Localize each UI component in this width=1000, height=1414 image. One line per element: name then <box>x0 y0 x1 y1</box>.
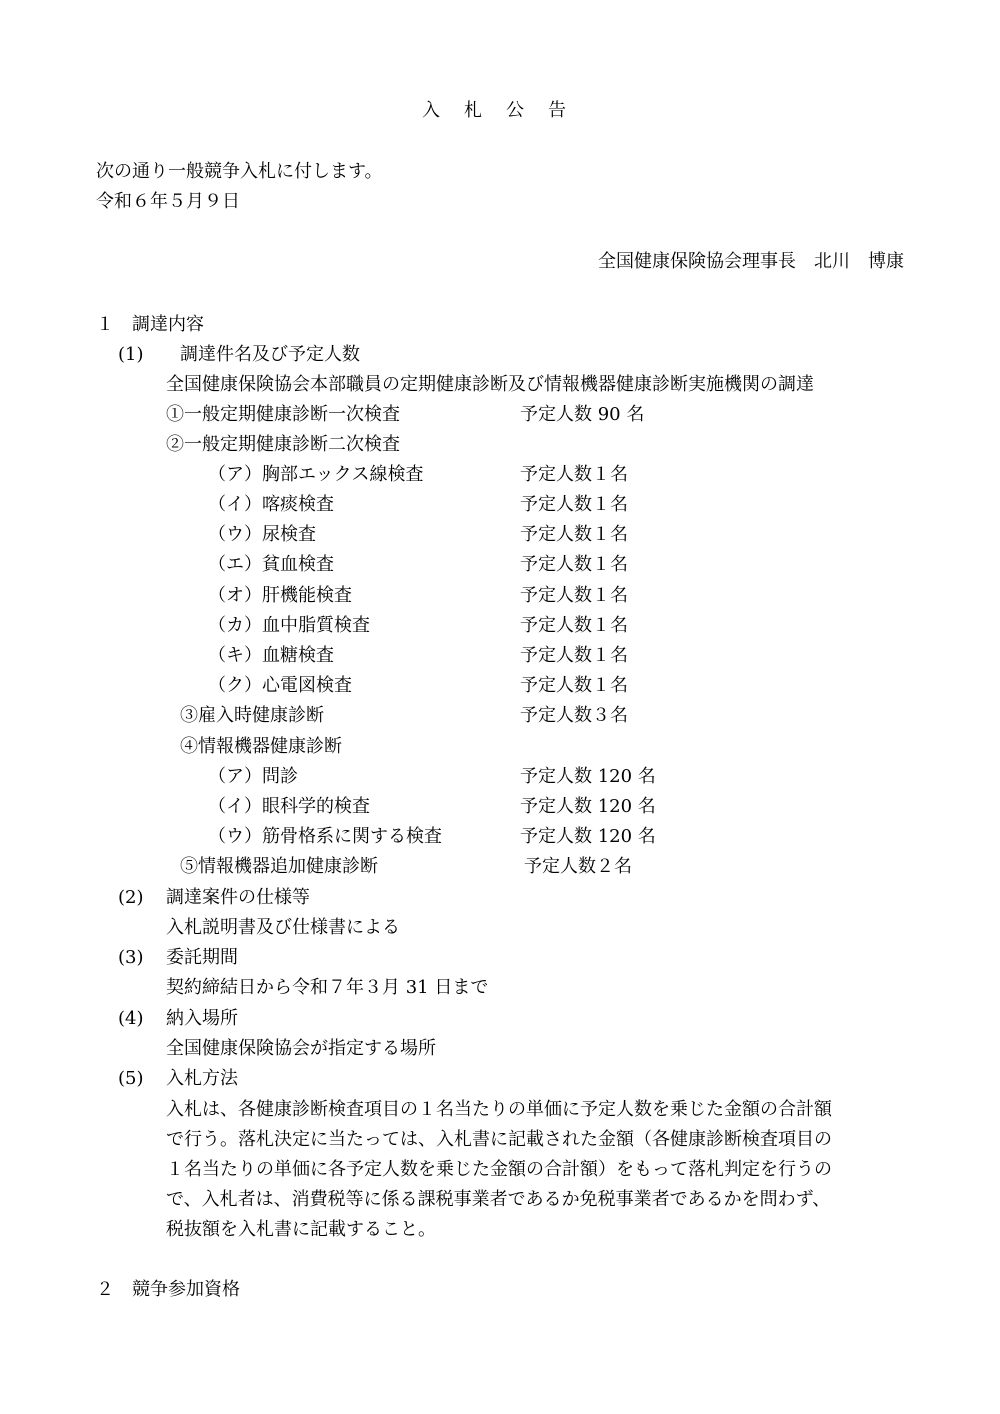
item-4-number: (4) <box>118 1008 144 1029</box>
exam-item-count: 予定人数１名 <box>520 554 628 575</box>
exam-item-count: 予定人数 120 名 <box>520 826 656 847</box>
exam-item-label: （ア）問診 <box>208 766 298 787</box>
exam-item-label: （キ）血糖検査 <box>208 645 334 666</box>
exam-item-count: 予定人数１名 <box>520 524 628 545</box>
procurement-subject: 全国健康保険協会本部職員の定期健康診断及び情報機器健康診断実施機関の調達 <box>166 374 814 395</box>
item-1-number: (1) <box>118 344 144 365</box>
item-4-body: 全国健康保険協会が指定する場所 <box>166 1038 436 1059</box>
exam-item-label: （カ）血中脂質検査 <box>208 615 370 636</box>
exam-item-count: 予定人数 90 名 <box>520 404 645 425</box>
exam-item-count: 予定人数１名 <box>520 675 628 696</box>
exam-item-label: ③雇入時健康診断 <box>180 705 324 726</box>
exam-item-count: 予定人数１名 <box>520 615 628 636</box>
exam-item-label: （ク）心電図検査 <box>208 675 352 696</box>
exam-item-count: 予定人数３名 <box>520 705 628 726</box>
document-title: 入札公告 <box>422 100 590 121</box>
exam-item-label: ②一般定期健康診断二次検査 <box>166 434 400 455</box>
item-5-line: 入札は、各健康診断検査項目の１名当たりの単価に予定人数を乗じた金額の合計額 <box>166 1099 832 1120</box>
exam-item-count: 予定人数 120 名 <box>520 796 656 817</box>
item-2-number: (2) <box>118 887 144 908</box>
item-4-title: 納入場所 <box>166 1008 238 1029</box>
item-2-title: 調達案件の仕様等 <box>166 887 310 908</box>
exam-item-count: 予定人数 120 名 <box>520 766 656 787</box>
exam-item-label: （ウ）尿検査 <box>208 524 316 545</box>
item-5-line: で行う。落札決定に当たっては、入札書に記載された金額（各健康診断検査項目の <box>166 1129 832 1150</box>
item-5-number: (5) <box>118 1068 144 1089</box>
exam-item-count: 予定人数１名 <box>520 494 628 515</box>
exam-item-count: 予定人数１名 <box>520 585 628 606</box>
item-3-number: (3) <box>118 947 144 968</box>
item-5-line: 税抜額を入札書に記載すること。 <box>166 1219 436 1240</box>
notice-date: 令和６年５月９日 <box>96 191 240 212</box>
section-2-heading: ２ 競争参加資格 <box>96 1279 240 1300</box>
exam-item-label: ⑤情報機器追加健康診断 <box>180 856 378 877</box>
item-1-title: 調達件名及び予定人数 <box>180 344 360 365</box>
item-5-title: 入札方法 <box>166 1068 238 1089</box>
exam-item-label: ④情報機器健康診断 <box>180 736 342 757</box>
exam-item-label: （イ）眼科学的検査 <box>208 796 370 817</box>
issuer-name: 全国健康保険協会理事長 北川 博康 <box>598 251 904 272</box>
exam-item-label: （ア）胸部エックス線検査 <box>208 464 424 485</box>
item-3-title: 委託期間 <box>166 947 238 968</box>
item-5-line: で、入札者は、消費税等に係る課税事業者であるか免税事業者であるかを問わず、 <box>166 1189 831 1210</box>
item-5-line: １名当たりの単価に各予定人数を乗じた金額の合計額）をもって落札判定を行うの <box>166 1159 832 1180</box>
exam-item-label: （オ）肝機能検査 <box>208 585 352 606</box>
item-3-body: 契約締結日から令和７年３月 31 日まで <box>166 977 489 998</box>
exam-item-count: 予定人数２名 <box>524 856 632 877</box>
exam-item-label: （エ）貧血検査 <box>208 554 334 575</box>
section-1-heading: １ 調達内容 <box>96 314 204 335</box>
exam-item-count: 予定人数１名 <box>520 464 628 485</box>
exam-item-count: 予定人数１名 <box>520 645 628 666</box>
exam-item-label: （ウ）筋骨格系に関する検査 <box>208 826 442 847</box>
item-2-body: 入札説明書及び仕様書による <box>166 917 400 938</box>
intro-text: 次の通り一般競争入札に付します。 <box>96 161 383 182</box>
exam-item-label: ①一般定期健康診断一次検査 <box>166 404 400 425</box>
exam-item-label: （イ）喀痰検査 <box>208 494 334 515</box>
